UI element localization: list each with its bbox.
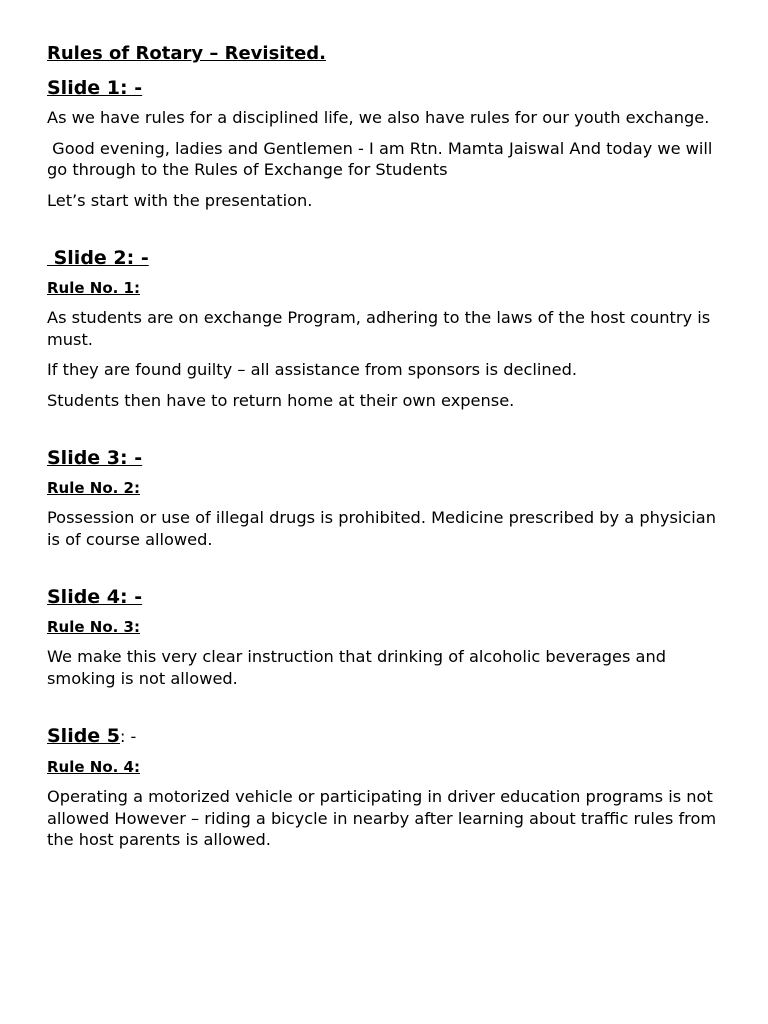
slide-4-paragraph-1: We make this very clear instruction that drinking of alcoholic beverages and smoking is not allowed.	[47, 647, 672, 688]
rule-2-heading: Rule No. 2:	[47, 479, 140, 497]
slide-1-paragraph-3: Let’s start with the presentation.	[47, 190, 313, 210]
slide-5-paragraph-1: Operating a motorized vehicle or participating in driver education programs is not allowed However – riding a bicycle in nearby after learning about traffic rules from the host parents is allowed.	[47, 787, 722, 849]
rule-3-heading: Rule No. 3:	[47, 618, 140, 636]
slide-3-paragraph-1: Possession or use of illegal drugs is prohibited. Medicine prescribed by a physician is of course allowed.	[47, 508, 722, 549]
slide-1-paragraph-1: As we have rules for a disciplined life, we also have rules for our youth exchange.	[47, 108, 710, 127]
slide-2-heading	[47, 245, 727, 271]
slide-5-section	[47, 723, 727, 851]
slide-2-heading-text: Slide 2: -	[47, 247, 149, 269]
slide-4-heading	[47, 584, 727, 610]
document-page	[47, 41, 727, 860]
slide-2-paragraph-1: As students are on exchange Program, adhering to the laws of the host country is must.	[47, 308, 716, 349]
slide-4-heading-text: Slide 4: -	[47, 586, 143, 608]
slide-2-paragraph-3: Students then have to return home at their own expense.	[47, 390, 515, 410]
slide-5-heading	[47, 723, 727, 750]
slide-1-heading-text: Slide 1: -	[47, 77, 143, 99]
slide-4-section	[47, 584, 727, 689]
slide-3-heading	[47, 445, 727, 471]
rule-1-heading: Rule No. 1:	[47, 279, 140, 297]
slide-5-heading-text: Slide 5	[47, 725, 121, 747]
slide-5-heading-suffix: : -	[120, 727, 137, 746]
slide-3-section	[47, 445, 727, 550]
slide-2-paragraph-2: If they are found guilty – all assistance from sponsors is declined.	[47, 360, 578, 379]
slide-1-paragraph-2: Good evening, ladies and Gentlemen - I am Rtn. Mamta Jaiswal And today we will go through to the Rules of Exchange for Students	[47, 138, 718, 179]
slide-1-heading	[47, 75, 727, 101]
slide-2-section	[47, 245, 727, 411]
rule-4-heading: Rule No. 4:	[47, 758, 140, 776]
slide-3-heading-text: Slide 3: -	[47, 447, 143, 469]
slide-1-section	[47, 75, 727, 211]
document-title: Rules of Rotary – Revisited.	[47, 43, 327, 64]
